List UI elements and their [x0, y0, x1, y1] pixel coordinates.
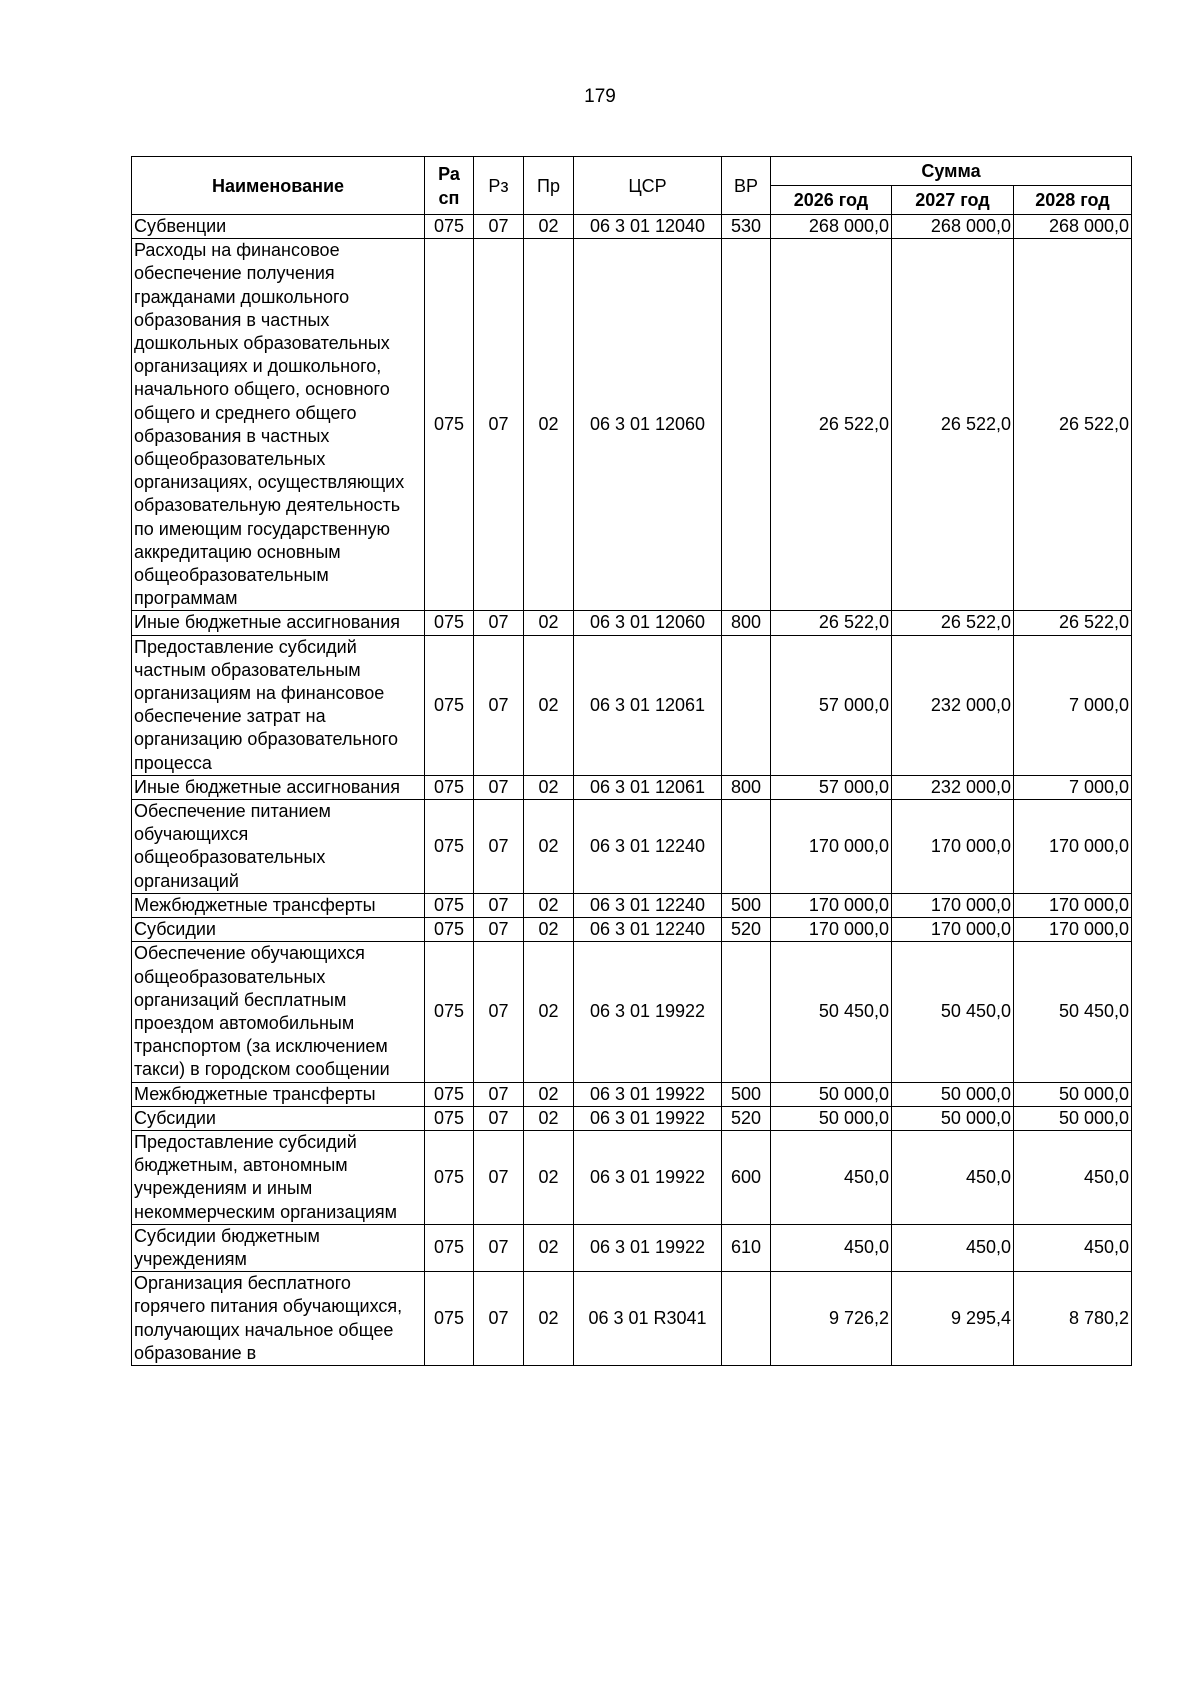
row-amount-2026: 268 000,0 — [771, 215, 892, 239]
table-row — [132, 1082, 1132, 1106]
row-amount-2026: 9 726,2 — [771, 1272, 892, 1366]
row-amount-2026: 57 000,0 — [771, 775, 892, 799]
row-pr: 02 — [524, 1224, 574, 1271]
row-pr: 02 — [524, 239, 574, 611]
row-pr: 02 — [524, 635, 574, 775]
row-amount-2026: 50 450,0 — [771, 942, 892, 1082]
row-amount-2027: 450,0 — [892, 1224, 1014, 1271]
table-row — [132, 775, 1132, 799]
row-pr: 02 — [524, 800, 574, 894]
row-name: Субсидии — [132, 1106, 425, 1130]
header-year-2026: 2026 год — [771, 186, 892, 215]
row-pr: 02 — [524, 775, 574, 799]
table-row — [132, 635, 1132, 775]
table-row — [132, 1106, 1132, 1130]
table-row — [132, 239, 1132, 611]
table-row — [132, 918, 1132, 942]
row-amount-2026: 450,0 — [771, 1130, 892, 1224]
row-rz: 07 — [474, 1272, 524, 1366]
row-pr: 02 — [524, 1272, 574, 1366]
table-row — [132, 215, 1132, 239]
row-rz: 07 — [474, 611, 524, 635]
header-csr: ЦСР — [574, 157, 722, 215]
row-csr: 06 3 01 R3041 — [574, 1272, 722, 1366]
row-rasp: 075 — [425, 918, 474, 942]
row-amount-2027: 50 450,0 — [892, 942, 1014, 1082]
row-pr: 02 — [524, 611, 574, 635]
row-csr: 06 3 01 12240 — [574, 800, 722, 894]
row-amount-2026: 57 000,0 — [771, 635, 892, 775]
row-vr — [722, 239, 771, 611]
row-amount-2026: 50 000,0 — [771, 1082, 892, 1106]
table-header — [132, 157, 1132, 215]
header-year-2028: 2028 год — [1014, 186, 1132, 215]
row-amount-2027: 170 000,0 — [892, 800, 1014, 894]
row-amount-2026: 450,0 — [771, 1224, 892, 1271]
row-name: Обеспечение обучающихся общеобразовательных организаций бесплатным проездом автомобильным транспортом (за исключением такси) в городском сообщении — [132, 942, 425, 1082]
row-amount-2028: 268 000,0 — [1014, 215, 1132, 239]
row-rasp: 075 — [425, 775, 474, 799]
row-amount-2027: 232 000,0 — [892, 775, 1014, 799]
row-pr: 02 — [524, 918, 574, 942]
row-amount-2027: 9 295,4 — [892, 1272, 1014, 1366]
row-name: Предоставление субсидий частным образовательным организациям на финансовое обеспечение затрат на организацию образовательного процесса — [132, 635, 425, 775]
row-rasp: 075 — [425, 1082, 474, 1106]
row-name: Субвенции — [132, 215, 425, 239]
row-csr: 06 3 01 12040 — [574, 215, 722, 239]
table-row — [132, 1272, 1132, 1366]
row-amount-2028: 50 000,0 — [1014, 1106, 1132, 1130]
table-row — [132, 893, 1132, 917]
row-vr: 610 — [722, 1224, 771, 1271]
page-number: 179 — [584, 86, 616, 107]
row-rz: 07 — [474, 1106, 524, 1130]
row-amount-2026: 26 522,0 — [771, 239, 892, 611]
row-rz: 07 — [474, 239, 524, 611]
row-name: Иные бюджетные ассигнования — [132, 775, 425, 799]
row-rz: 07 — [474, 215, 524, 239]
row-amount-2027: 170 000,0 — [892, 893, 1014, 917]
row-amount-2028: 170 000,0 — [1014, 800, 1132, 894]
row-rasp: 075 — [425, 942, 474, 1082]
header-rz: Рз — [474, 157, 524, 215]
row-amount-2028: 50 000,0 — [1014, 1082, 1132, 1106]
row-amount-2028: 7 000,0 — [1014, 775, 1132, 799]
table-row — [132, 1224, 1132, 1271]
row-amount-2026: 50 000,0 — [771, 1106, 892, 1130]
row-rz: 07 — [474, 942, 524, 1082]
row-pr: 02 — [524, 1082, 574, 1106]
row-csr: 06 3 01 12060 — [574, 239, 722, 611]
row-csr: 06 3 01 12061 — [574, 635, 722, 775]
row-amount-2027: 232 000,0 — [892, 635, 1014, 775]
row-name: Организация бесплатного горячего питания обучающихся, получающих начальное общее образование в — [132, 1272, 425, 1366]
row-amount-2028: 8 780,2 — [1014, 1272, 1132, 1366]
row-amount-2028: 450,0 — [1014, 1130, 1132, 1224]
row-rasp: 075 — [425, 611, 474, 635]
row-vr — [722, 1272, 771, 1366]
row-name: Иные бюджетные ассигнования — [132, 611, 425, 635]
row-rasp: 075 — [425, 239, 474, 611]
table-body — [132, 215, 1132, 1366]
row-rasp: 075 — [425, 893, 474, 917]
row-name: Межбюджетные трансферты — [132, 893, 425, 917]
row-amount-2028: 170 000,0 — [1014, 893, 1132, 917]
row-amount-2028: 170 000,0 — [1014, 918, 1132, 942]
row-pr: 02 — [524, 215, 574, 239]
row-csr: 06 3 01 19922 — [574, 1082, 722, 1106]
row-amount-2028: 50 450,0 — [1014, 942, 1132, 1082]
row-pr: 02 — [524, 1106, 574, 1130]
row-rasp: 075 — [425, 1130, 474, 1224]
row-vr: 800 — [722, 611, 771, 635]
header-vr: ВР — [722, 157, 771, 215]
row-csr: 06 3 01 12240 — [574, 918, 722, 942]
row-csr: 06 3 01 19922 — [574, 1106, 722, 1130]
row-amount-2028: 26 522,0 — [1014, 239, 1132, 611]
row-amount-2026: 170 000,0 — [771, 918, 892, 942]
row-rz: 07 — [474, 1082, 524, 1106]
row-rz: 07 — [474, 635, 524, 775]
row-name: Обеспечение питанием обучающихся общеобразовательных организаций — [132, 800, 425, 894]
row-csr: 06 3 01 12061 — [574, 775, 722, 799]
row-pr: 02 — [524, 942, 574, 1082]
row-vr: 500 — [722, 1082, 771, 1106]
row-vr: 530 — [722, 215, 771, 239]
row-amount-2027: 268 000,0 — [892, 215, 1014, 239]
row-amount-2028: 7 000,0 — [1014, 635, 1132, 775]
header-pr: Пр — [524, 157, 574, 215]
row-name: Субсидии — [132, 918, 425, 942]
row-pr: 02 — [524, 893, 574, 917]
table-row — [132, 1130, 1132, 1224]
header-name: Наименование — [132, 157, 425, 215]
header-sum: Сумма — [771, 157, 1132, 186]
row-name: Предоставление субсидий бюджетным, автономным учреждениям и иным некоммерческим организациям — [132, 1130, 425, 1224]
row-rasp: 075 — [425, 635, 474, 775]
row-rz: 07 — [474, 918, 524, 942]
row-name: Расходы на финансовое обеспечение получения гражданами дошкольного образования в частных дошкольных образовательных организациях и дошкольного, начального общего, основного общего и среднего общего образования в частных общеобразовательных организациях, осуществляющих образовательную деятельность по имеющим государственную аккредитацию основным общеобразовательным программам — [132, 239, 425, 611]
row-rz: 07 — [474, 775, 524, 799]
row-vr: 520 — [722, 1106, 771, 1130]
row-rasp: 075 — [425, 800, 474, 894]
row-amount-2027: 50 000,0 — [892, 1106, 1014, 1130]
row-csr: 06 3 01 12060 — [574, 611, 722, 635]
row-name: Субсидии бюджетным учреждениям — [132, 1224, 425, 1271]
row-csr: 06 3 01 12240 — [574, 893, 722, 917]
row-csr: 06 3 01 19922 — [574, 1130, 722, 1224]
row-amount-2027: 26 522,0 — [892, 611, 1014, 635]
row-rz: 07 — [474, 1130, 524, 1224]
row-vr — [722, 800, 771, 894]
row-amount-2026: 170 000,0 — [771, 800, 892, 894]
row-amount-2026: 170 000,0 — [771, 893, 892, 917]
row-vr: 520 — [722, 918, 771, 942]
row-vr: 500 — [722, 893, 771, 917]
row-amount-2026: 26 522,0 — [771, 611, 892, 635]
row-rasp: 075 — [425, 215, 474, 239]
row-rasp: 075 — [425, 1106, 474, 1130]
row-amount-2027: 50 000,0 — [892, 1082, 1014, 1106]
row-csr: 06 3 01 19922 — [574, 1224, 722, 1271]
header-year-2027: 2027 год — [892, 186, 1014, 215]
budget-table — [131, 156, 1132, 1366]
row-csr: 06 3 01 19922 — [574, 942, 722, 1082]
row-amount-2028: 26 522,0 — [1014, 611, 1132, 635]
row-amount-2027: 450,0 — [892, 1130, 1014, 1224]
row-amount-2027: 26 522,0 — [892, 239, 1014, 611]
row-amount-2027: 170 000,0 — [892, 918, 1014, 942]
row-vr — [722, 942, 771, 1082]
table-row — [132, 611, 1132, 635]
row-name: Межбюджетные трансферты — [132, 1082, 425, 1106]
row-vr: 600 — [722, 1130, 771, 1224]
row-vr: 800 — [722, 775, 771, 799]
row-pr: 02 — [524, 1130, 574, 1224]
table-row — [132, 942, 1132, 1082]
row-rz: 07 — [474, 1224, 524, 1271]
header-rasp: Ра сп — [425, 157, 474, 215]
row-rasp: 075 — [425, 1224, 474, 1271]
row-rasp: 075 — [425, 1272, 474, 1366]
row-amount-2028: 450,0 — [1014, 1224, 1132, 1271]
row-vr — [722, 635, 771, 775]
row-rz: 07 — [474, 893, 524, 917]
row-rz: 07 — [474, 800, 524, 894]
table-row — [132, 800, 1132, 894]
